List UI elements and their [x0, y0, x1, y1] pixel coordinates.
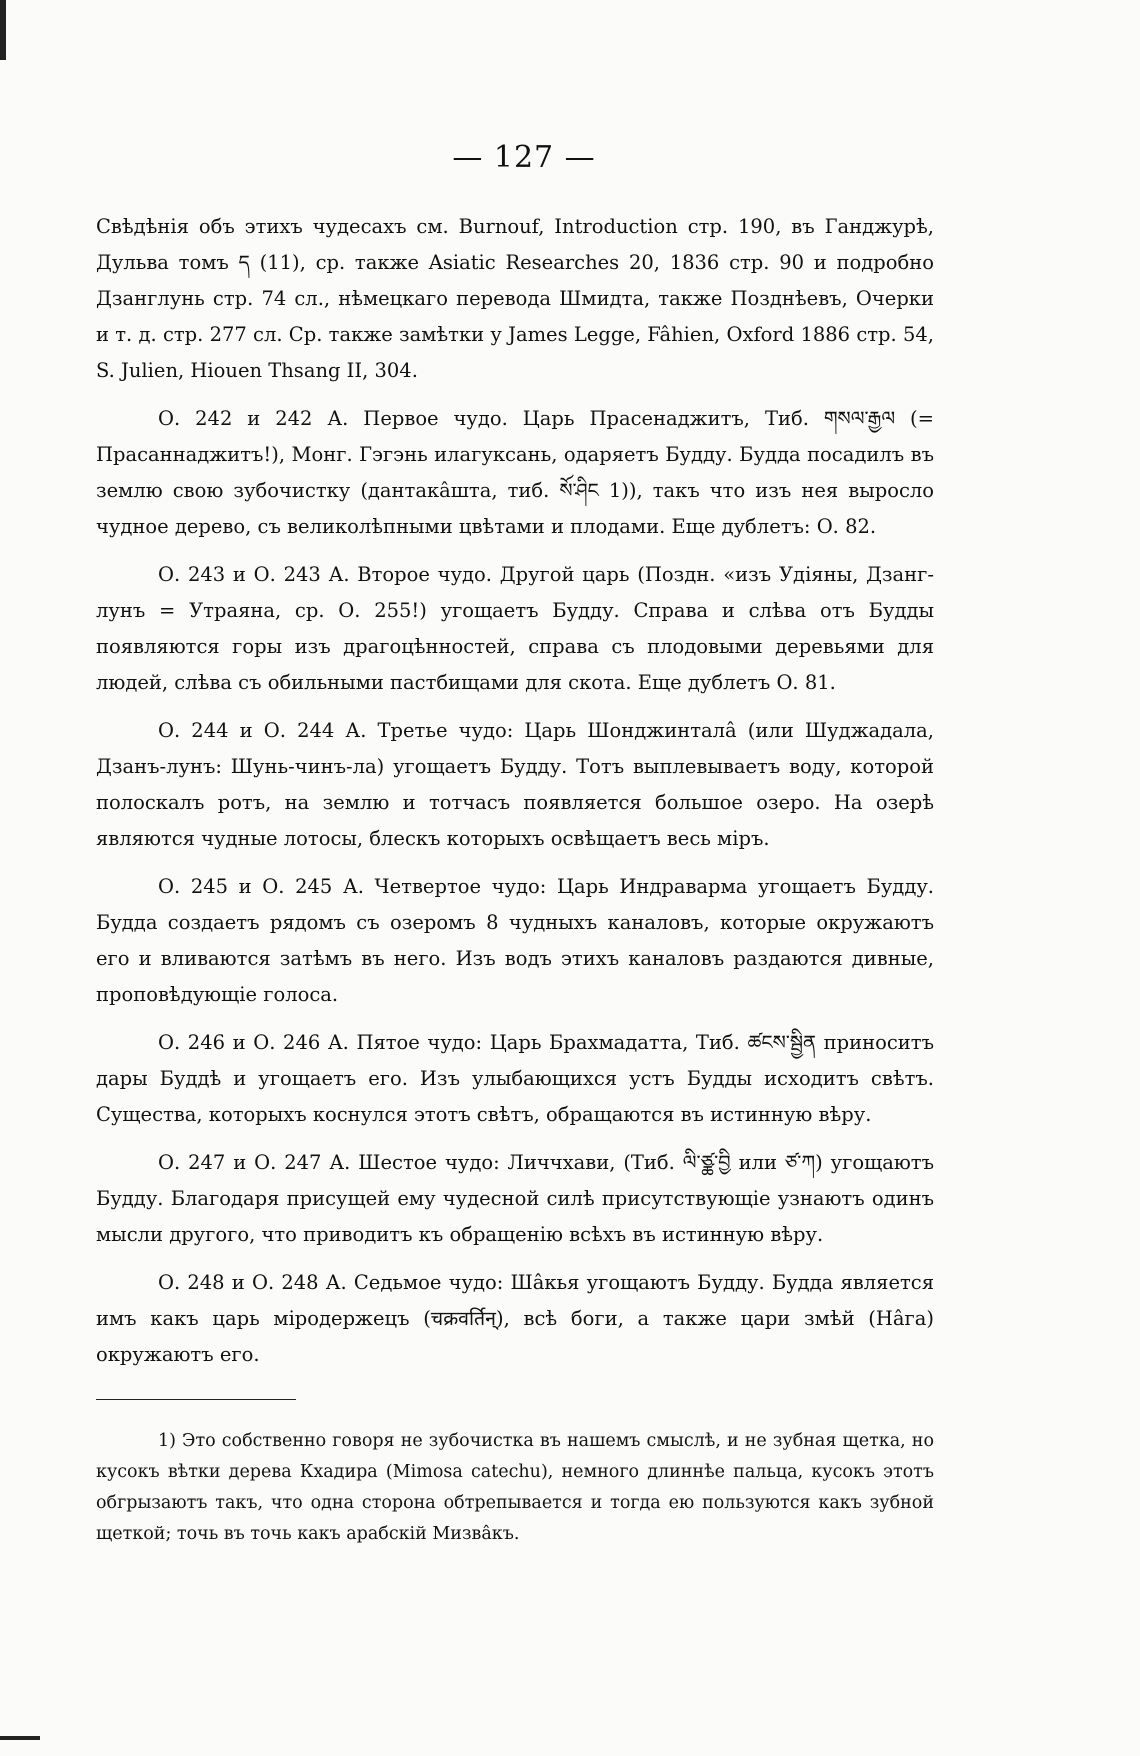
paragraph-o242: О. 242 и 242 А. Первое чудо. Царь Прасенаджитъ, Тиб. གསལ་རྒྱལ (= Прасаннаджитъ!), Монг. Гэгэнь илагуксань, одаряетъ Будду. Будда посадилъ въ землю свою зубочистку (дантакâшта, тиб. སོ་ཤིང 1)), такъ что изъ нея выросло чудное дерево, съ великолѣпными цвѣтами и плодами. Еще дублетъ: О. 82.: [96, 407, 934, 538]
paragraph-o248: О. 248 и О. 248 А. Седьмое чудо: Шâкья угощаютъ Будду. Будда является имъ какъ царь міродержецъ (चक्रवर्तिन्), всѣ боги, а также цари змѣй (Нâга) окружаютъ его.: [96, 1271, 934, 1366]
intro-paragraph: Свѣдѣнія объ этихъ чудесахъ см. Burnouf, Introduction стр. 190, въ Ганджурѣ, Дульва томъ ད (11), ср. также Asiatic Researches 20, 1836 стр. 90 и подробно Дзанглунь стр. 74 сл., нѣмецкаго перевода Шмидта, также Позднѣевъ, Очерки и т. д. стр. 277 сл. Ср. также замѣтки у James Legge, Fâhien, Oxford 1886 стр. 54, S. Julien, Hiouen Thsang II, 304.: [96, 215, 934, 382]
paragraph-o245: О. 245 и О. 245 А. Четвертое чудо: Царь Индраварма угощаетъ Будду. Будда создаетъ рядомъ съ озеромъ 8 чудныхъ каналовъ, которые окружаютъ его и вливаются затѣмъ въ него. Изъ водъ этихъ каналовъ раздаются дивные, проповѣдующіе голоса.: [96, 875, 934, 1006]
scan-edge-mark-top: [0, 0, 6, 60]
scan-edge-mark-bottom: [0, 1736, 40, 1740]
paragraph-o243: О. 243 и О. 243 А. Второе чудо. Другой царь (Поздн. «изъ Удіяны, Дзанг-лунъ = Утраяна, ср. О. 255!) угощаетъ Будду. Справа и слѣва отъ Будды появляются горы изъ драгоцѣнностей, справа съ плодовыми деревьями для людей, слѣва съ обильными пастбищами для скота. Еще дублетъ О. 81.: [96, 563, 934, 694]
page-number: — 127 —: [452, 140, 596, 175]
paragraph-o247: О. 247 и О. 247 А. Шестое чудо: Личчхави, (Тиб. ལི་ཙྪ་བྱི или ཙ་ཀ) угощаютъ Будду. Благодаря присущей ему чудесной силѣ присутствующіе узнаютъ одинъ мысли другого, что приводитъ къ обращенію всѣхъ въ истинную вѣру.: [96, 1151, 934, 1246]
footnote-divider: [96, 1399, 296, 1400]
footnote: 1) Это собственно говоря не зубочистка въ нашемъ смыслѣ, и не зубная щетка, но кусокъ вѣтки дерева Кхадира (Mimosa catechu), немного длиннѣе пальца, кусокъ этотъ обгрызаютъ такъ, что одна сторона обтрепывается и тогда ею пользуются какъ зубной щеткой; точь въ точь какъ арабскій Мизвâкъ.: [96, 1431, 934, 1544]
document-page: [96, 140, 934, 1568]
paragraph-o244: О. 244 и О. 244 А. Третье чудо: Царь Шонджинталâ (или Шуджадала, Дзанъ-лунъ: Шунь-чинъ-ла) угощаетъ Будду. Тотъ выплевываетъ воду, которой полоскалъ ротъ, на землю и тотчасъ появляется большое озеро. На озерѣ являются чудные лотосы, блескъ которыхъ освѣщаетъ весь міръ.: [96, 719, 934, 850]
paragraph-o246: О. 246 и О. 246 А. Пятое чудо: Царь Брахмадатта, Тиб. ཚངས་སྦྱིན приноситъ дары Буддѣ и угощаетъ его. Изъ улыбающихся устъ Будды исходитъ свѣтъ. Существа, которыхъ коснулся этотъ свѣтъ, обращаются въ истинную вѣру.: [96, 1031, 934, 1126]
